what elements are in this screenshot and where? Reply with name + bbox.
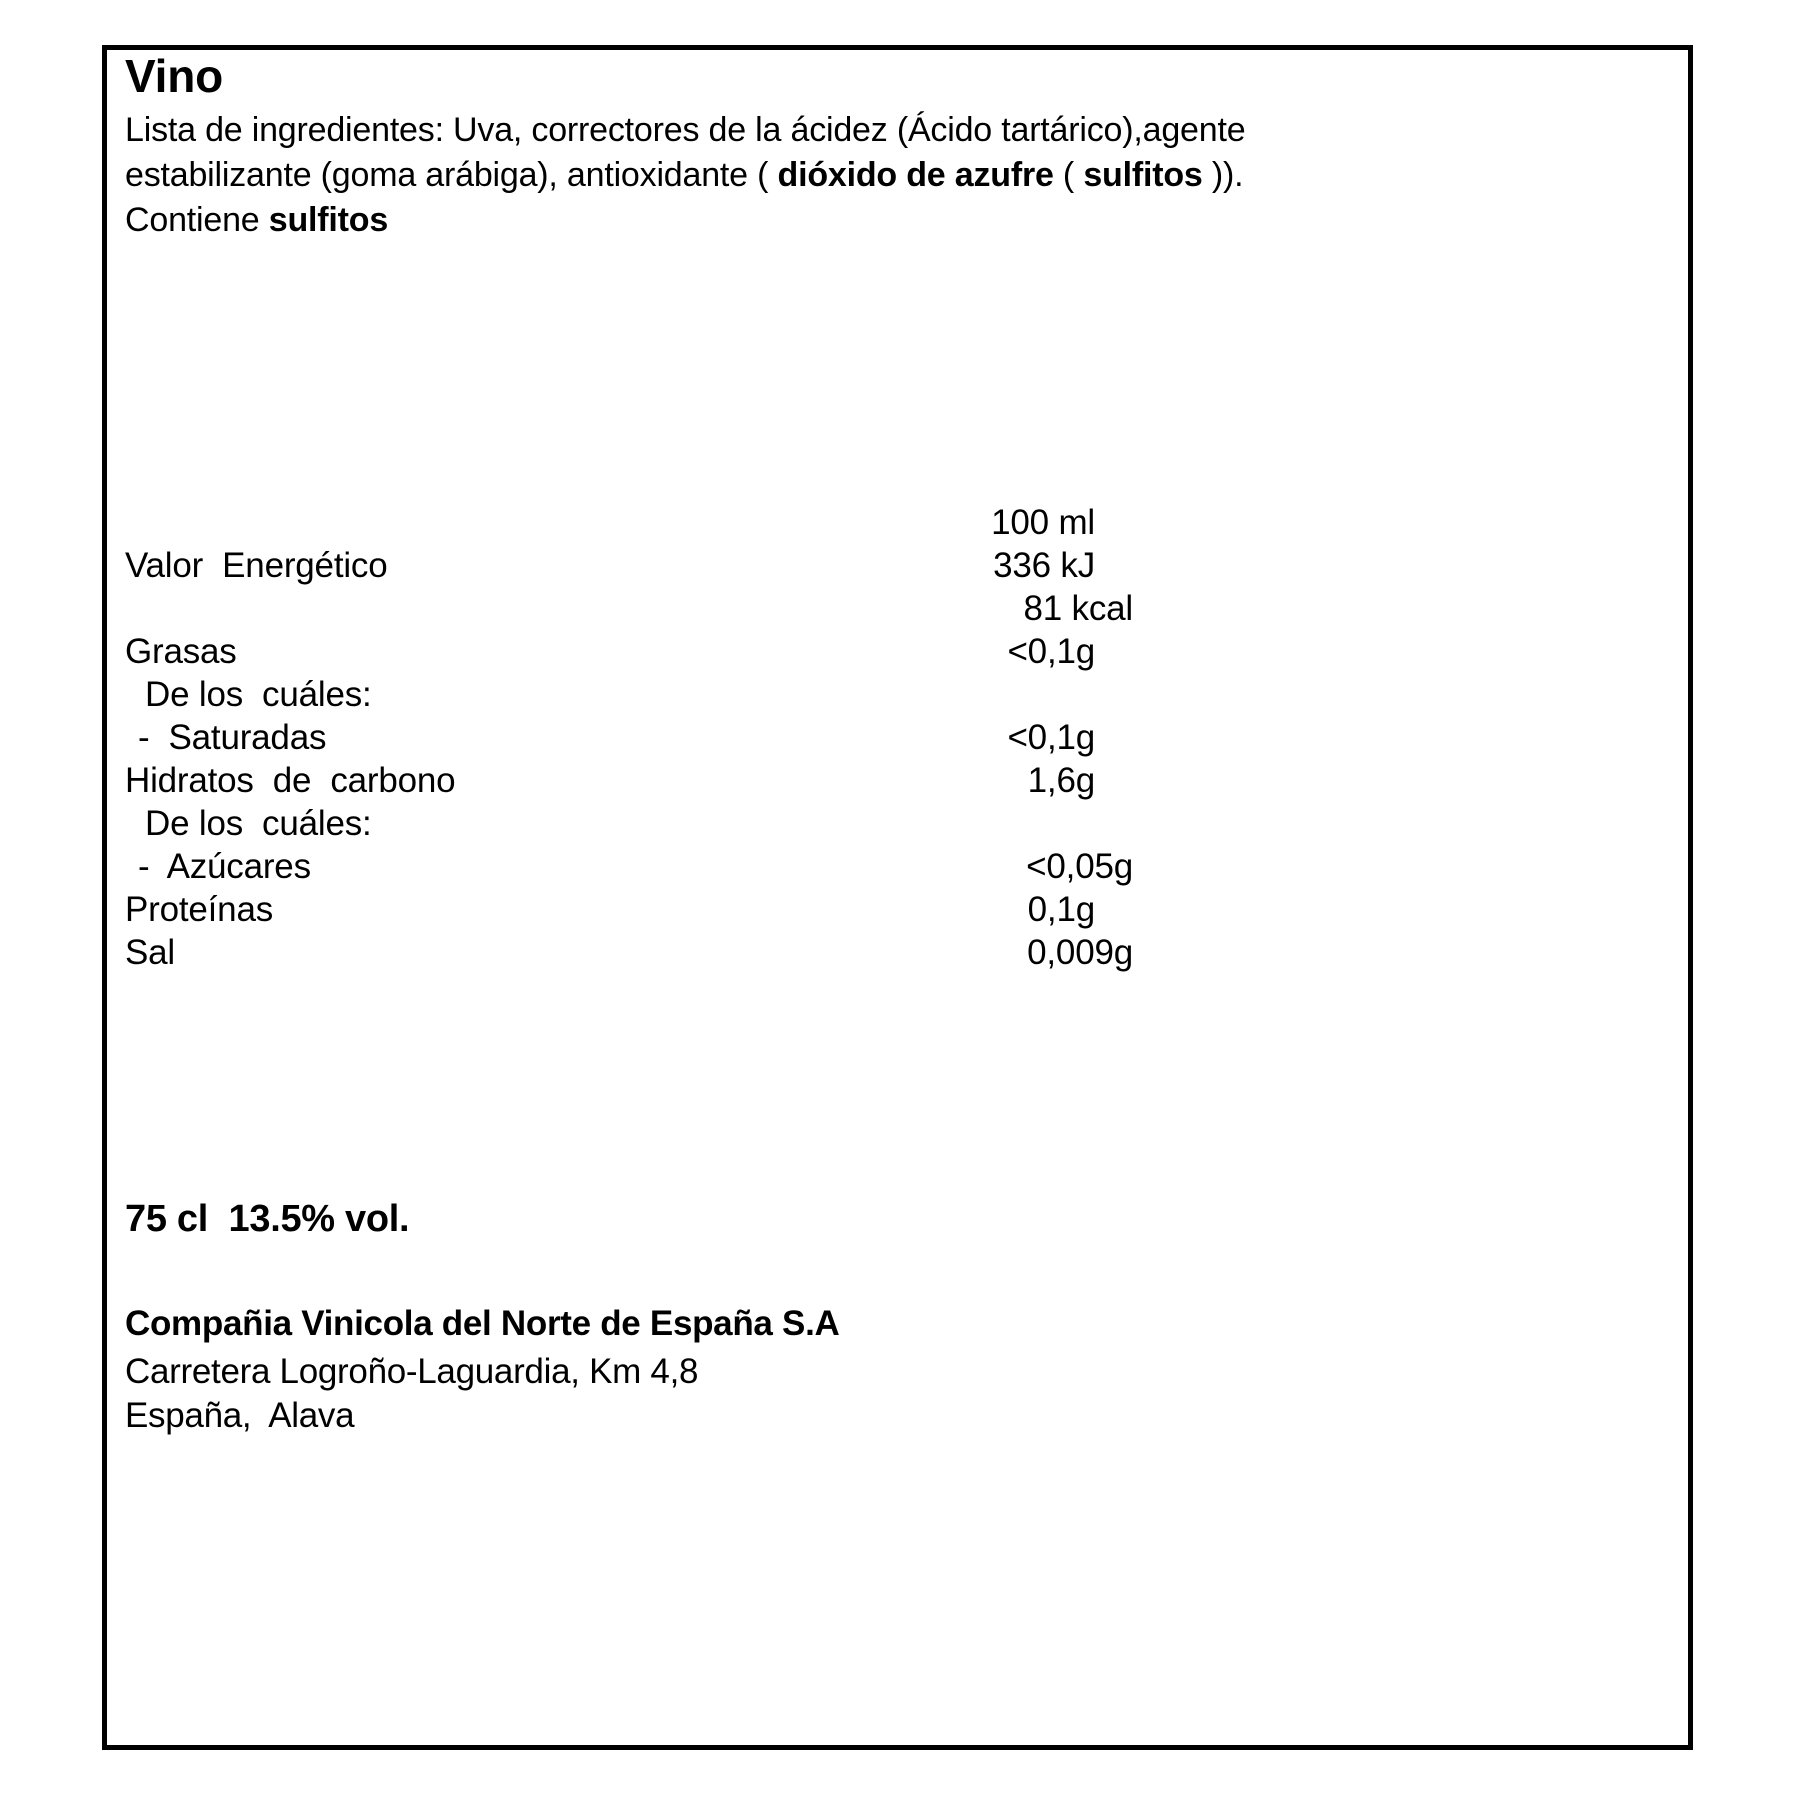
company-address: Carretera Logroño-Laguardia, Km 4,8: [125, 1352, 699, 1392]
row-value-sugars: <0,05g: [1026, 847, 1133, 886]
allergen-highlight: sulfitos: [268, 200, 389, 239]
row-value-energy-kcal: 81 kcal: [1023, 589, 1133, 628]
ingredients-paragraph: [125, 108, 1375, 243]
row-label-protein: Proteínas: [125, 890, 274, 929]
row-label-fat: Grasas: [125, 632, 237, 671]
table-row: [125, 548, 1095, 591]
row-label-salt: Sal: [125, 933, 175, 972]
table-row: [125, 892, 1095, 935]
table-row: [125, 720, 1095, 763]
row-label-fat-ofwhich: De los cuáles:: [145, 675, 372, 714]
row-label-carb-ofwhich: De los cuáles:: [145, 804, 372, 843]
table-row: [125, 933, 1133, 978]
volume-and-abv: 75 cl 13.5% vol.: [125, 1198, 410, 1240]
allergen-prefix: Contiene: [125, 200, 269, 239]
ingredients-suffix-text: )).: [1202, 155, 1244, 194]
row-label-energy: Valor Energético: [125, 546, 388, 585]
nutrition-table: [125, 503, 1133, 978]
row-label-sugars: - Azúcares: [138, 847, 311, 886]
table-row: [125, 847, 1133, 892]
page-title: Vino: [125, 50, 224, 102]
nutrition-column-header: 100 ml: [991, 503, 1095, 542]
ingredients-mid-text: (: [1053, 155, 1084, 194]
row-label-carbohydrate: Hidratos de carbono: [125, 761, 456, 800]
ingredient-highlight-sulfur-dioxide: dióxido de azufre: [777, 155, 1054, 194]
row-value-carbohydrate: 1,6g: [1027, 761, 1095, 800]
table-row: [125, 634, 1095, 677]
row-value-energy-kj: 336 kJ: [993, 546, 1095, 585]
table-row: [125, 763, 1095, 806]
ingredient-highlight-sulfites: sulfitos: [1083, 155, 1203, 194]
row-value-fat: <0,1g: [1007, 632, 1095, 671]
nutrition-label-frame: [102, 45, 1693, 1750]
table-row: [125, 677, 1095, 720]
ingredients-text: Lista de ingredientes: Uva, correctores de la ácidez (Ácido tartárico),agente estabilizante (goma arábiga), antioxidante (: [125, 111, 1246, 194]
row-label-saturates: - Saturadas: [138, 718, 327, 757]
row-value-salt: 0,009g: [1027, 933, 1133, 972]
row-value-protein: 0,1g: [1027, 890, 1095, 929]
table-row: [125, 806, 1095, 849]
table-row: [125, 589, 1133, 634]
row-value-saturates: <0,1g: [1007, 718, 1095, 757]
company-country: España, Alava: [125, 1396, 355, 1436]
nutrition-header-row: [125, 505, 1095, 548]
company-block: [125, 1302, 839, 1438]
company-name: Compañia Vinicola del Norte de España S.A: [125, 1304, 840, 1343]
